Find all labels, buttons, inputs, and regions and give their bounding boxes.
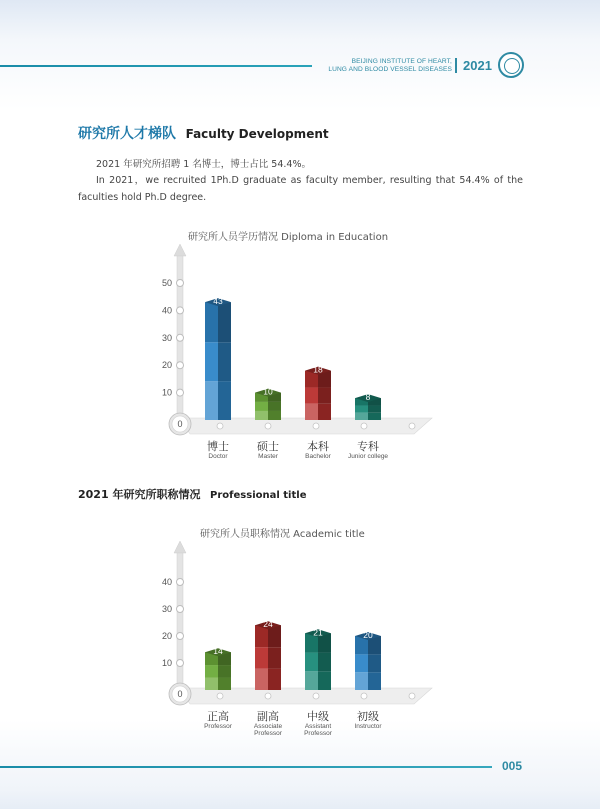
institute-logo-icon (498, 52, 524, 78)
y-tick-label: 50 (161, 278, 172, 288)
y-tick-dot (177, 633, 184, 640)
base-dot (361, 423, 367, 429)
section2-title-en: Professional title (210, 490, 307, 501)
section1-title-en: Faculty Development (185, 127, 329, 141)
base-dot (217, 693, 223, 699)
bar (205, 646, 231, 690)
base-dot (409, 693, 415, 699)
category-label: 硕士 (257, 440, 279, 453)
base-dot (313, 423, 319, 429)
y-tick-dot (177, 307, 184, 314)
y-tick-label: 40 (161, 577, 172, 587)
bar-value-label: 18 (313, 364, 323, 375)
section1-paragraph-en: In 2021，we recruited 1Ph.D graduate as faculty member, resulting that 54.4% of the faculties hold Ph.D degree. (78, 175, 523, 203)
base-dot (409, 423, 415, 429)
category-label-en: Professor (304, 730, 332, 737)
y-tick-dot (177, 579, 184, 586)
base-dot (265, 693, 271, 699)
base-dot (265, 423, 271, 429)
category-label: 本科 (307, 440, 329, 453)
bar (255, 387, 281, 420)
bar-value-label: 21 (313, 627, 323, 638)
y-tick-label: 30 (161, 604, 172, 614)
category-label-en: Associate (253, 723, 283, 730)
bar-value-label: 10 (263, 386, 273, 397)
category-label-en: Junior college (347, 453, 389, 460)
y-tick-label: 40 (161, 305, 172, 316)
base-dot (313, 693, 319, 699)
base-dot (361, 693, 367, 699)
y-tick-dot (177, 389, 184, 396)
y-tick-label: 30 (161, 332, 172, 343)
section1-title-cn: 研究所人才梯队 (78, 126, 176, 142)
category-label: 专科 (357, 440, 379, 453)
y-tick-dot (177, 280, 184, 287)
y-axis-arrow (174, 541, 186, 553)
category-label-en: Doctor (208, 453, 228, 460)
header-rule (0, 65, 312, 67)
category-label: 副高 (257, 710, 279, 723)
y-axis (177, 545, 183, 700)
bar (255, 619, 281, 690)
category-label: 中级 (307, 710, 329, 723)
y-tick-label: 20 (161, 360, 172, 371)
y-tick-dot (177, 334, 184, 341)
y-tick-label: 10 (161, 658, 172, 668)
bar-value-label: 24 (263, 619, 273, 630)
category-label: 初级 (357, 710, 379, 723)
institute-name-line2: LUNG AND BLOOD VESSEL DISEASES (328, 66, 452, 73)
institute-name-line1: BEIJING INSTITUTE OF HEART, (351, 58, 452, 65)
bar (355, 392, 381, 420)
section2-title (78, 483, 306, 502)
bar-value-label: 20 (363, 630, 373, 640)
header-year: 2021 (463, 58, 492, 73)
category-label: 正高 (207, 710, 229, 723)
category-label-en: Professor (204, 723, 232, 730)
category-label-en: Bachelor (305, 453, 331, 460)
y-tick-dot (177, 362, 184, 369)
y-axis-arrow (174, 244, 186, 256)
bar (355, 630, 381, 690)
bar (305, 627, 331, 690)
section2-title-cn: 2021 年研究所职称情况 (78, 488, 201, 501)
y-tick-label: 20 (161, 631, 172, 641)
bar (305, 365, 331, 420)
bar-value-label: 8 (365, 392, 371, 403)
category-label-en: Master (258, 453, 278, 460)
category-label-en: Professor (254, 730, 282, 737)
section1-title (78, 123, 329, 143)
bar (205, 296, 231, 420)
y-tick-label: 10 (161, 387, 172, 398)
y-tick-label: 0 (177, 419, 183, 429)
y-tick-dot (177, 606, 184, 613)
bar-value-label: 43 (213, 296, 223, 307)
chart-diploma-education (0, 240, 600, 470)
chart-academic-title (0, 540, 600, 740)
footer-rule (0, 766, 492, 768)
page-number: 005 (502, 759, 523, 773)
chart1-title: 研究所人员学历情况 Diploma in Education (188, 232, 389, 243)
bar-value-label: 14 (213, 646, 223, 657)
y-tick-label: 0 (177, 689, 183, 699)
category-label-en: Instructor (354, 723, 382, 730)
header-divider (455, 58, 457, 73)
base-dot (217, 423, 223, 429)
section1-paragraph-cn: 2021 年研究所招聘 1 名博士，博士占比 54.4%。 (96, 159, 311, 170)
y-tick-dot (177, 660, 184, 667)
chart2-title: 研究所人员职称情况 Academic title (200, 529, 365, 540)
institute-name (282, 58, 452, 74)
category-label-en: Assistant (304, 723, 332, 730)
category-label: 博士 (207, 440, 229, 453)
